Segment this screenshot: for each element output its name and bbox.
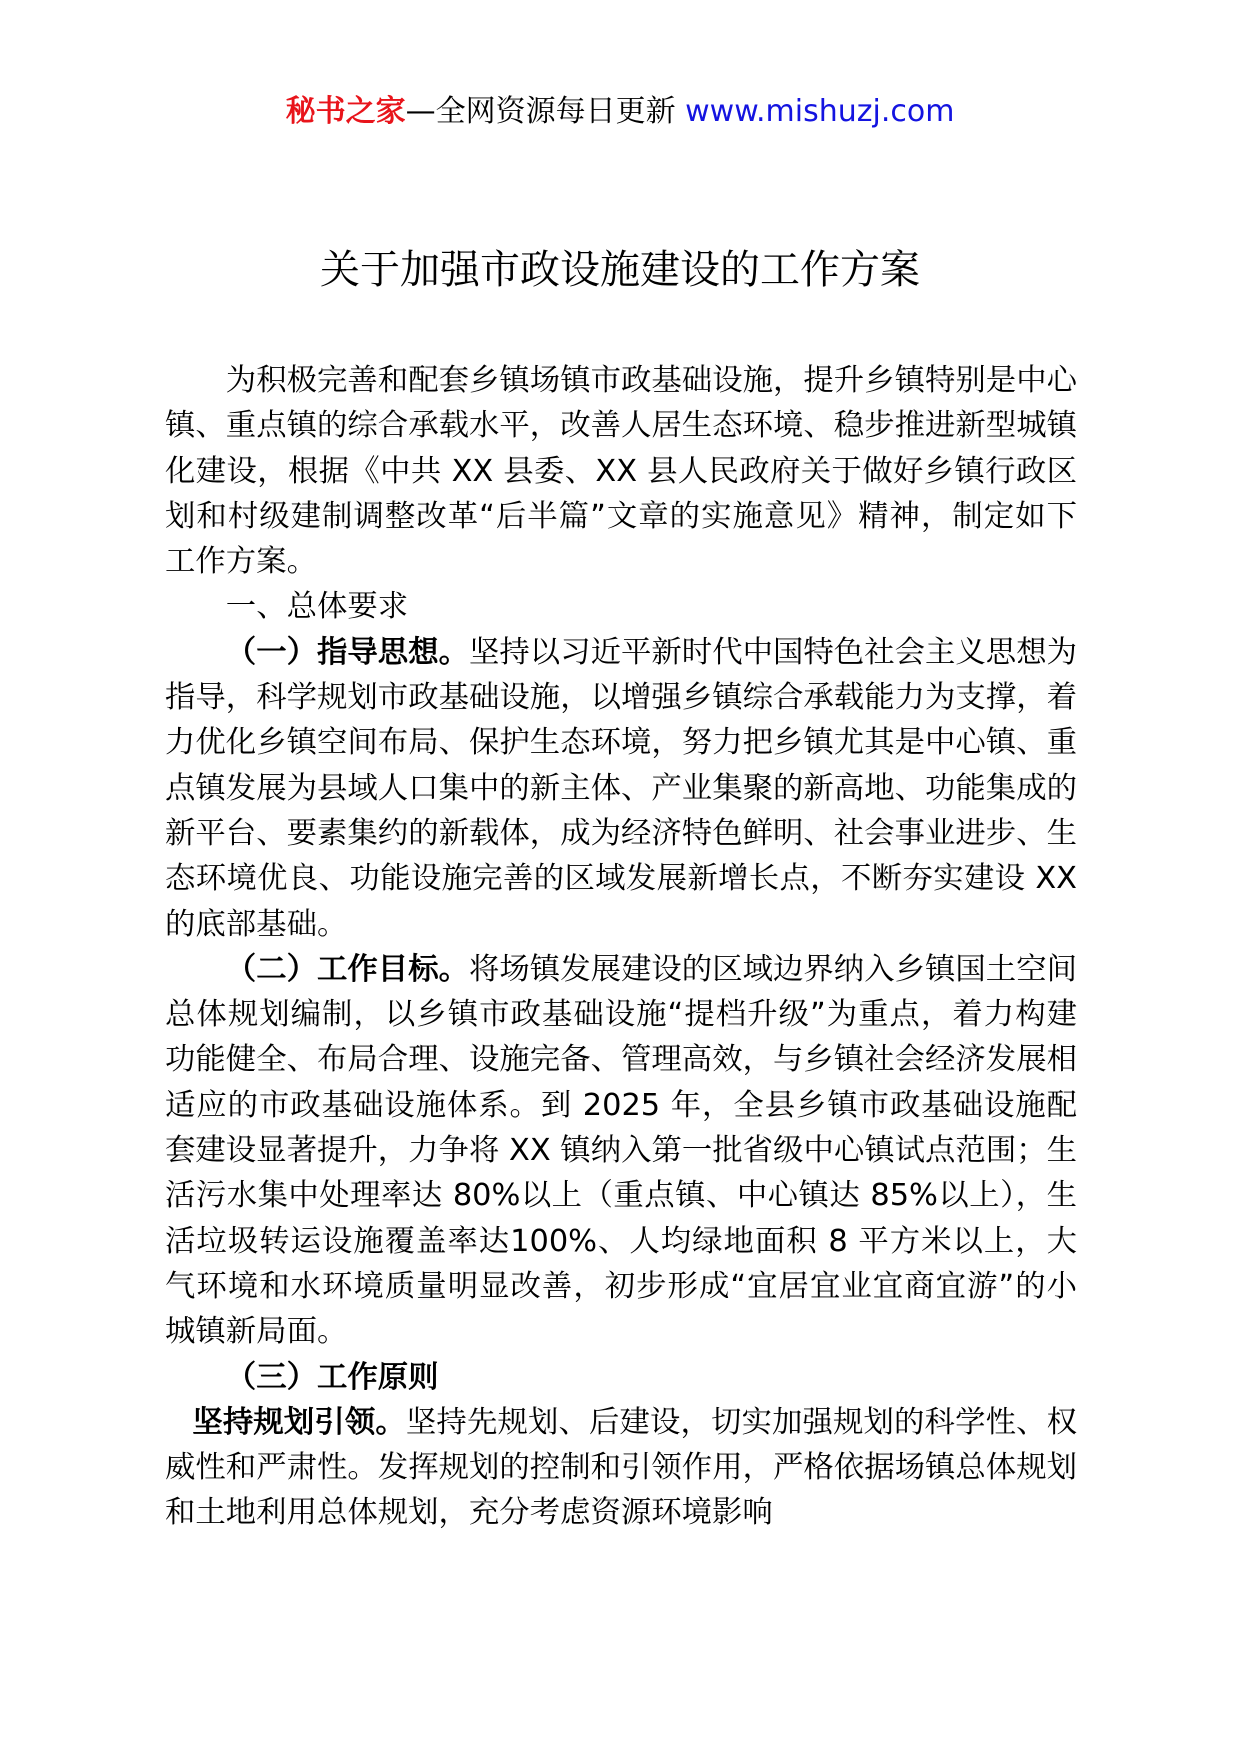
header-slogan: —全网资源每日更新 xyxy=(405,94,676,129)
section-heading-1: 一、总体要求 xyxy=(225,589,409,625)
item-label-3: （三）工作原则 xyxy=(225,1359,439,1395)
document-body xyxy=(165,358,1077,1536)
site-url[interactable]: www.mishuzj.com xyxy=(685,94,955,129)
paragraph-work-goals xyxy=(165,947,1077,1355)
intro-paragraph: 为积极完善和配套乡镇场镇市政基础设施，提升乡镇特别是中心镇、重点镇的综合承载水平，改善人居生态环境、稳步推进新型城镇化建设，根据《中共 XX 县委、XX 县人民政府关于做好乡镇行政区划和村级建制调整改革“后半篇”文章的实施意见》精神，制定如下工作方案。 xyxy=(165,363,1077,580)
principle-label-1: 坚持规划引领。 xyxy=(192,1404,406,1440)
paragraph-planning-principle xyxy=(165,1400,1077,1536)
item-label-2: （二）工作目标。 xyxy=(225,951,469,987)
item-text-2: 将场镇发展建设的区域边界纳入乡镇国土空间总体规划编制，以乡镇市政基础设施“提档升级”为重点，着力构建功能健全、布局合理、设施完备、管理高效，与乡镇社会经济发展相适应的市政基础设施体系。到 2025 年，全县乡镇市政基础设施配套建设显著提升，力争将 XX 镇纳入第一批省级中心镇试点范围；生活污水集中处理率达 80%以上（重点镇、中心镇达 85%以上），生活垃圾转运设施覆盖率达100%、人均绿地面积 8 平方米以上，大气环境和水环境质量明显改善，初步形成“宜居宜业宜商宜游”的小城镇新局面。 xyxy=(165,951,1077,1350)
principle-text-1: 坚持先规划、后建设，切实加强规划的科学性、权威性和严肃性。发挥规划的控制和引领作用，严格依据场镇总体规划和土地利用总体规划，充分考虑资源环境影响 xyxy=(165,1404,1077,1531)
paragraph-work-principles xyxy=(165,1355,1077,1400)
document-title: 关于加强市政设施建设的工作方案 xyxy=(320,247,920,293)
site-header xyxy=(0,92,1240,132)
paragraph-guiding-ideology xyxy=(165,630,1077,947)
item-label-1: （一）指导思想。 xyxy=(225,634,469,670)
brand-name: 秘书之家 xyxy=(285,94,406,129)
item-text-1: 坚持以习近平新时代中国特色社会主义思想为指导，科学规划市政基础设施，以增强乡镇综合承载能力为支撑，着力优化乡镇空间布局、保护生态环境，努力把乡镇尤其是中心镇、重点镇发展为县域人口集中的新主体、产业集聚的新高地、功能集成的新平台、要素集约的新载体，成为经济特色鲜明、社会事业进步、生态环境优良、功能设施完善的区域发展新增长点，不断夯实建设 XX 的底部基础。 xyxy=(165,634,1077,942)
